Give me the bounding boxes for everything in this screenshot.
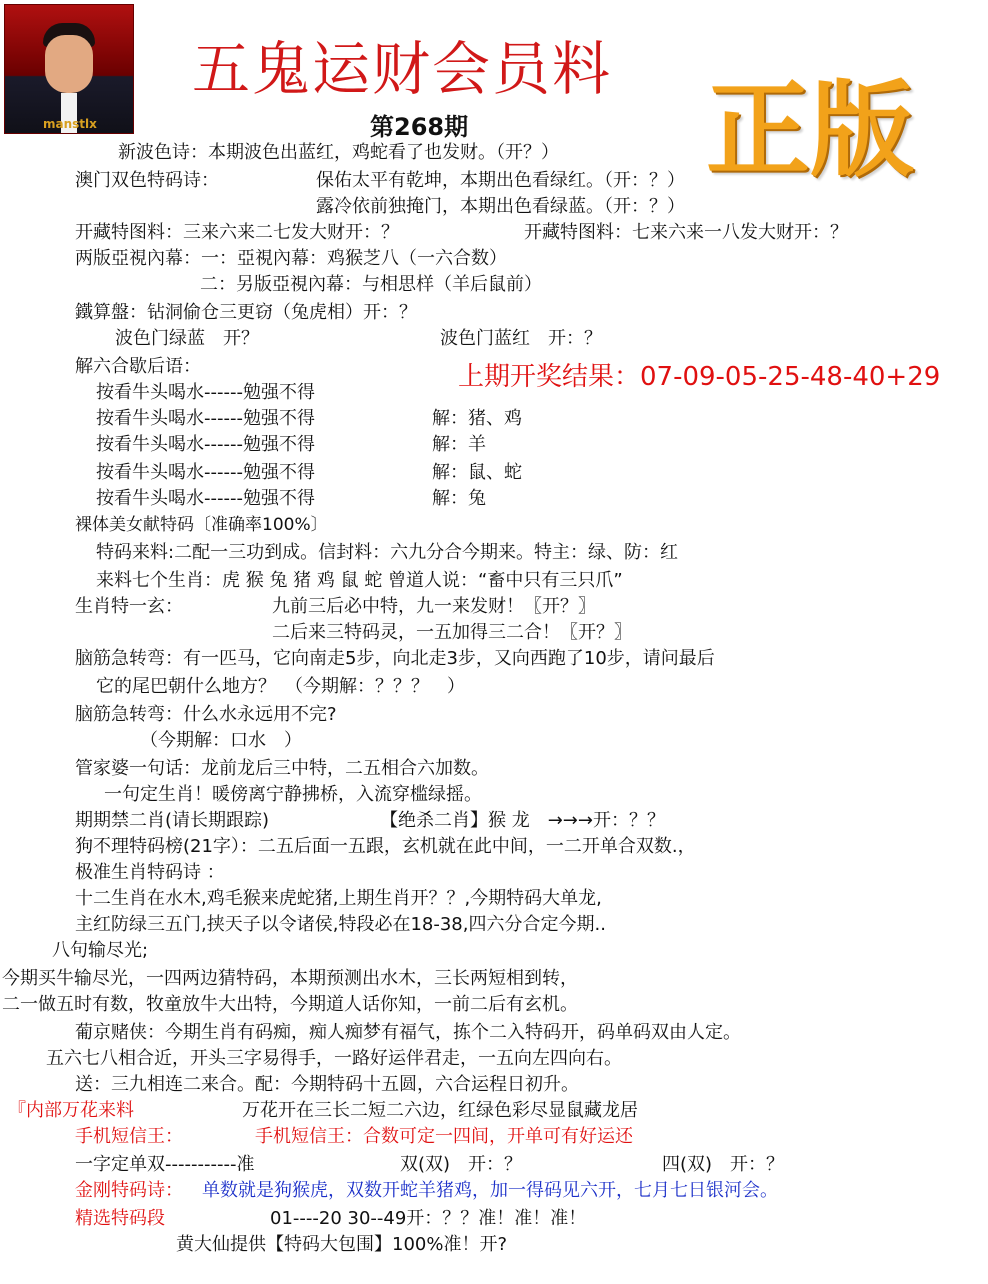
sms-king-text: 手机短信王：合数可定一四间，开单可有好运还 bbox=[255, 1126, 633, 1147]
zodiac-mystery-label: 生肖特一玄： bbox=[75, 596, 183, 617]
housekeeper-phrase: 管家婆一句话：龙前龙后三中特，二五相合六加数。 bbox=[75, 758, 489, 779]
atv-inside-1: 两版亞視內幕：一：亞視內幕：鸡猴芝八（一六合数） bbox=[75, 248, 507, 269]
wave-color-poem: 新波色诗：本期波色出蓝红，鸡蛇看了也发财。（开？） bbox=[118, 142, 559, 163]
one-phrase-zodiac: 一句定生肖！暖傍离宁静拂桥，入流穿槛绿摇。 bbox=[104, 784, 482, 805]
five-six-seven-eight: 五六七八相合近，开头三字易得手，一路好运伴君走，一五向左四向右。 bbox=[46, 1048, 622, 1069]
single-double-pick: 一字定单双-----------准 bbox=[75, 1154, 255, 1175]
special-code-source: 特码来料:二配一三功到成。信封料：六九分合今期来。特主：绿、防：红 bbox=[96, 542, 679, 563]
riddle-line-3: 按看牛头喝水------勉强不得 bbox=[96, 434, 315, 455]
accurate-zodiac-poem: 极准生肖特码诗 ： bbox=[75, 862, 225, 883]
atv-inside-2: 二：另版亞視內幕：与相思样（羊后鼠前） bbox=[200, 274, 542, 295]
brain-teaser-1-cont: 它的尾巴朝什么地方？ （今期解：？？？ ） bbox=[96, 676, 465, 697]
zodiac-poem-line-2: 主红防绿三五门,挟天子以令诸侯,特段必在18-38,四六分合定今期.. bbox=[75, 914, 606, 935]
selected-segment-text: 01----20 30--49开：？？准！准！准！ bbox=[270, 1208, 587, 1229]
sms-king-label: 手机短信王： bbox=[75, 1126, 183, 1147]
riddle-line-4: 按看牛头喝水------勉强不得 bbox=[96, 462, 315, 483]
single-double-b: 四(双) 开：？ bbox=[662, 1154, 785, 1175]
selected-segment-label: 精选特码段 bbox=[75, 1208, 165, 1229]
single-double-a: 双(双) 开：？ bbox=[400, 1154, 523, 1175]
goubuli-list: 狗不理特码榜(21字）：二五后面一五跟，玄机就在此中间，一二开单合双数.， bbox=[75, 836, 696, 857]
eight-lines-2: 二一做五时有数，牧童放牛大出特，今期道人话你知，一前二后有玄机。 bbox=[2, 994, 578, 1015]
wave-gate-2: 波色门蓝红 开：？ bbox=[440, 328, 602, 349]
riddle-answer-5: 解：兔 bbox=[432, 488, 486, 509]
zodiac-mystery-2: 二后来三特码灵，一五加得三二合！〖开？〗 bbox=[272, 622, 632, 643]
authentic-badge: 正版 bbox=[706, 68, 915, 191]
issue-number: 第268期 bbox=[370, 113, 469, 141]
zodiac-poem-line-1: 十二生肖在水木,鸡毛猴来虎蛇猪,上期生肖开？？,今期特码大单龙, bbox=[75, 888, 602, 909]
kingkong-label: 金刚特码诗： bbox=[75, 1180, 183, 1201]
ban-two-zodiac: 期期禁二肖(请长期跟踪) bbox=[75, 810, 270, 831]
macau-two-color-label: 澳门双色特码诗： bbox=[75, 170, 219, 191]
wave-gate-1: 波色门绿蓝 开？ bbox=[115, 328, 259, 349]
macau-two-color-line-1: 保佑太平有乾坤，本期出色看绿红。（开：？） bbox=[316, 170, 685, 191]
kaizang-line-1: 开藏特图料：三来六来二七发大财开：？ bbox=[75, 222, 399, 243]
send-match-line: 送：三九相连二来合。配：今期特码十五圆，六合运程日初升。 bbox=[75, 1074, 579, 1095]
beauty-code: 裸体美女献特码〔准确率100%〕 bbox=[75, 515, 328, 535]
lisboa-gambler: 葡京赌侠：今期生肖有码痴，痴人痴梦有福气，拣个二入特码开，码单码双由人定。 bbox=[75, 1022, 741, 1043]
eight-lines-1: 今期买牛输尽光，一四两边猜特码，本期预测出水木，三长两短相到转， bbox=[2, 968, 578, 989]
huang-daxian: 黄大仙提供【特码大包围】100%准！开? bbox=[176, 1234, 508, 1255]
photo-face bbox=[45, 35, 93, 93]
host-photo bbox=[4, 4, 134, 134]
riddle-line-1: 按看牛头喝水------勉强不得 bbox=[96, 382, 315, 403]
seven-zodiac: 来料七个生肖：虎 猴 兔 猪 鸡 鼠 蛇 曾道人说：“畜中只有三只爪” bbox=[96, 570, 623, 591]
last-draw-result: 上期开奖结果：07-09-05-25-48-40+29 bbox=[458, 362, 941, 392]
kaizang-line-2: 开藏特图料：七来六来一八发大财开：？ bbox=[524, 222, 848, 243]
iron-abacus: 鐵算盤：钻洞偷仓三更窃（兔虎相）开：？ bbox=[75, 302, 417, 323]
eight-lines-heading: 八句输尽光; bbox=[52, 940, 149, 961]
inner-wanhua-text: 万花开在三长二短二六边，红绿色彩尽显鼠藏龙居 bbox=[242, 1100, 638, 1121]
photo-watermark: manstlx bbox=[43, 117, 97, 131]
riddle-line-5: 按看牛头喝水------勉强不得 bbox=[96, 488, 315, 509]
page-title: 五鬼运财会员料 bbox=[192, 35, 613, 103]
zodiac-mystery-1: 九前三后必中特，九一来发财！〖开？〗 bbox=[272, 596, 596, 617]
riddle-answer-2: 解：猪、鸡 bbox=[432, 408, 522, 429]
riddle-answer-4: 解：鼠、蛇 bbox=[432, 462, 522, 483]
inner-wanhua-label: 『内部万花来料 bbox=[8, 1100, 134, 1121]
brain-teaser-1: 脑筋急转弯：有一匹马，它向南走5步，向北走3步，又向西跑了10步，请问最后 bbox=[75, 648, 715, 669]
riddle-answer-3: 解：羊 bbox=[432, 434, 486, 455]
macau-two-color-line-2: 露冷依前独掩门，本期出色看绿蓝。（开：？） bbox=[316, 196, 685, 217]
riddle-line-2: 按看牛头喝水------勉强不得 bbox=[96, 408, 315, 429]
kingkong-text: 单数就是狗猴虎，双数开蛇羊猪鸡，加一得码见六开，七月七日银河会。 bbox=[202, 1180, 778, 1201]
brain-teaser-2: 脑筋急转弯：什么水永远用不完? bbox=[75, 704, 337, 725]
brain-teaser-2-answer: （今期解：口水 ） bbox=[140, 730, 302, 751]
riddle-heading: 解六合歇后语： bbox=[75, 356, 201, 377]
kill-two-zodiac: 【绝杀二肖】猴 龙 →→→开：？？ bbox=[380, 810, 665, 831]
